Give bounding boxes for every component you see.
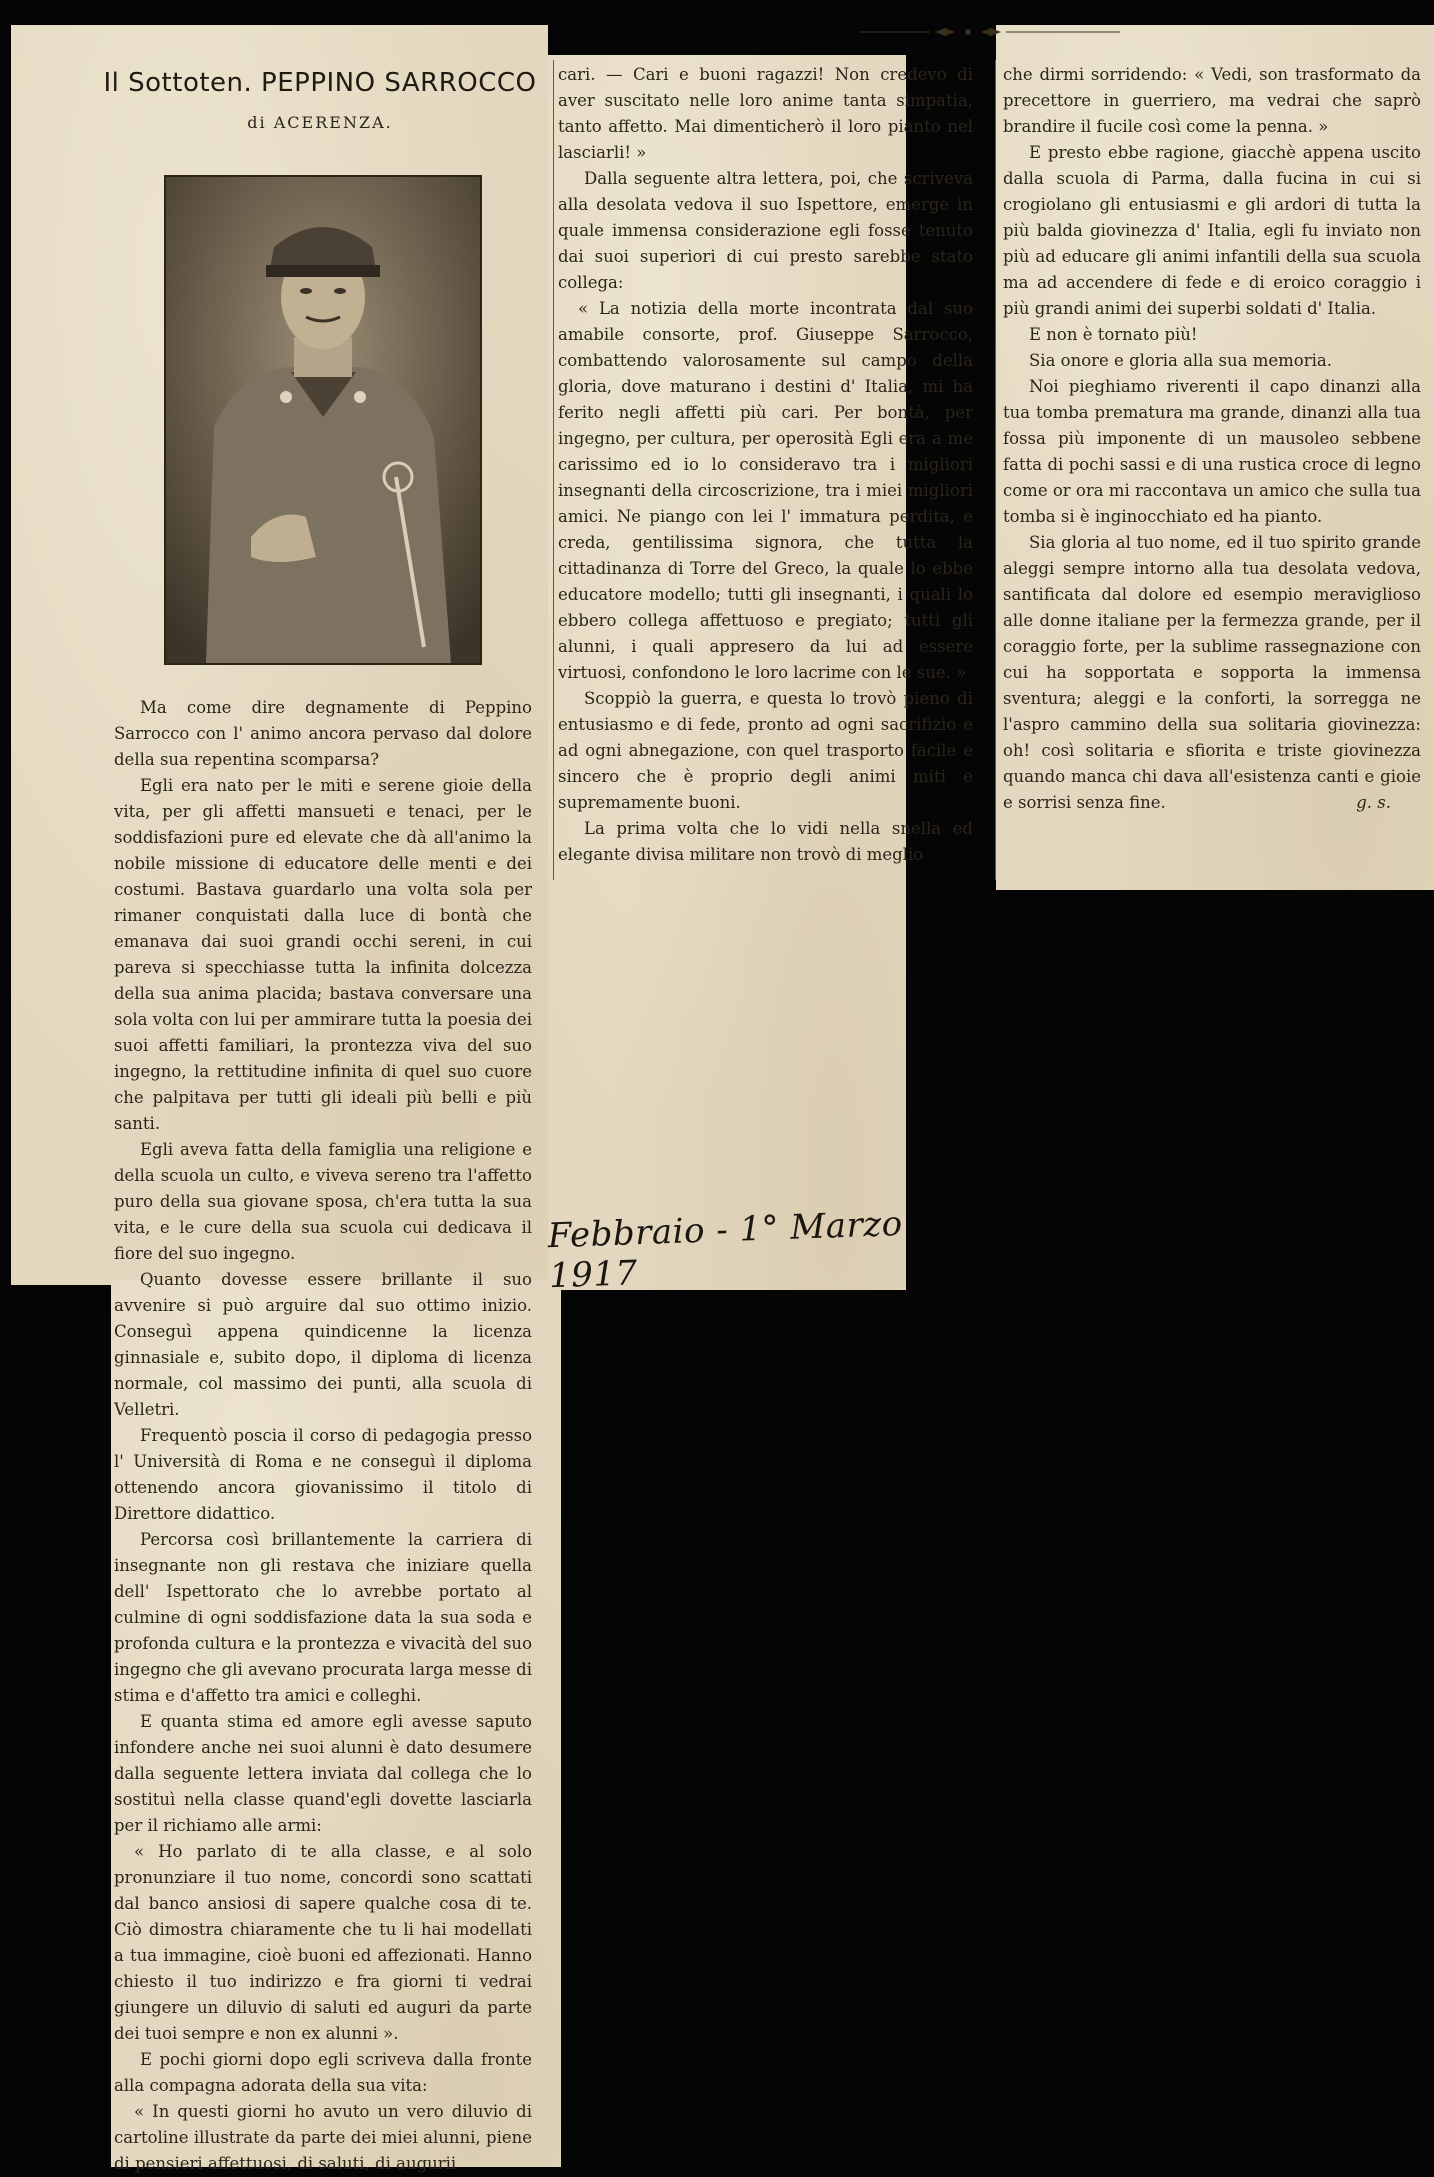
paragraph: Dalla seguente altra lettera, poi, che scriveva alla desolata vedova il suo Ispettore, emerge in quale immensa considerazione egli fosse tenuto dai suoi superiori di cui presto sarebbe stato collega:	[558, 169, 973, 292]
text-column-left	[114, 695, 532, 2177]
portrait-photo	[164, 175, 482, 665]
article-title: Il Sottoten. PEPPINO SARROCCO	[103, 68, 537, 98]
paragraph: Ma come dire degnamente di Peppino Sarrocco con l' animo ancora pervaso dal dolore della sua repentina scomparsa?	[114, 698, 532, 769]
article-subtitle: di ACERENZA.	[247, 113, 393, 132]
column-rule	[995, 60, 996, 880]
handwritten-date: Febbraio - 1° Marzo 1917	[547, 1203, 904, 1297]
paragraph: Noi pieghiamo riverenti il capo dinanzi alla tua tomba prematura ma grande, dinanzi alla tua fossa più imponente di un mausoleo sebbene fatta di pochi sassi e di una rustica croce di legno come or ora mi raccontava un amico che sulla tua tomba si è inginocchiato ed ha pianto.	[1003, 377, 1421, 526]
signature: g. s.	[1356, 793, 1391, 812]
paragraph: La prima volta che lo vidi nella snella ed elegante divisa militare non trovò di meglio	[558, 819, 973, 864]
paragraph: E presto ebbe ragione, giacchè appena uscito dalla scuola di Parma, dalla fucina in cui si crogiolano gli entusiasmi e gli ardori di tutta la più balda giovinezza d' Italia, egli fu inviato non più ad educare gli animi infantili della sua scuola ma ad accendere di fede e di eroico coraggio i più grandi animi dei superbi soldati d' Italia.	[1003, 143, 1421, 318]
soldier-portrait-image	[166, 177, 480, 663]
paragraph: Frequentò poscia il corso di pedagogia presso l' Università di Roma e ne conseguì il diploma ottenendo ancora giovanissimo il titolo di Direttore didattico.	[114, 1426, 532, 1523]
paragraph: cari. — Cari e buoni ragazzi! Non credevo di aver suscitato nelle loro anime tanta simpatia, tanto affetto. Mai dimenticherò il loro pianto nel lasciarli! »	[558, 65, 973, 162]
paragraph: Egli aveva fatta della famiglia una religione e della scuola un culto, e viveva sereno tra l'affetto puro della sua giovane sposa, ch'era tutta la sua vita, e le cure della sua scuola cui dedicava il fiore del suo ingegno.	[114, 1140, 532, 1263]
quote-paragraph: « In questi giorni ho avuto un vero diluvio di cartoline illustrate da parte dei miei alunni, piene di pensieri affettuosi, di saluti, di augurii	[114, 2102, 532, 2173]
paragraph: E pochi giorni dopo egli scriveva dalla fronte alla compagna adorata della sua vita:	[114, 2050, 532, 2095]
paragraph: che dirmi sorridendo: « Vedi, son trasformato da precettore in guerriero, ma vedrai che saprò brandire il fucile così come la penna. »	[1003, 65, 1421, 136]
quote-paragraph: « Ho parlato di te alla classe, e al solo pronunziare il tuo nome, concordi sono scattati dal banco ansiosi di sapere qualche cosa di te. Ciò dimostra chiaramente che tu li hai modellati a tua immagine, cioè buoni ed affezionati. Hanno chiesto il tuo indirizzo e fra giorni ti vedrai giungere un diluvio di saluti ed auguri da parte dei tuoi sempre e non ex alunni ».	[114, 1842, 532, 2043]
paragraph: Percorsa così brillantemente la carriera di insegnante non gli restava che iniziare quella dell' Ispettorato che lo avrebbe portato al culmine di ogni soddisfazione data la sua soda e profonda cultura e la prontezza e vivacità del suo ingegno che gli avevano procurata larga messe di stima e d'affetto tra amici e colleghi.	[114, 1530, 532, 1705]
column-rule	[553, 60, 554, 880]
text-column-right	[1003, 62, 1421, 816]
closing-paragraph: Sia gloria al tuo nome, ed il tuo spirito grande aleggi sempre intorno alla tua desolata vedova, santificata dal dolore ed esempio meraviglioso alle donne italiane per la fermezza grande, per il coraggio forte, per la sublime rassegnazione con cui ha sopportata e sopporta la immensa sventura; aleggi e la conforti, la sorregga ne l'aspro cammino della sua solitaria giovinezza: oh! così solitaria e sfiorita e triste giovinezza quando manca chi dava all'esistenza canti e gioie e sorrisi senza fine.	[1003, 533, 1421, 812]
paragraph: Scoppiò la guerra, e questa lo trovò pieno di entusiasmo e di fede, pronto ad ogni sacrifizio e ad ogni abnegazione, con quel trasporto facile e sincero che è proprio degli animi miti e supremamente buoni.	[558, 689, 973, 812]
paragraph: E quanta stima ed amore egli avesse saputo infondere anche nei suoi alunni è dato desumere dalla seguente lettera inviata dal collega che lo sostituì nella classe quand'egli dovette lasciarla per il richiamo alle armi:	[114, 1712, 532, 1835]
paragraph: Egli era nato per le miti e serene gioie della vita, per gli affetti mansueti e tenaci, per le soddisfazioni pure ed elevate che dà all'animo la nobile missione di educatore delle menti e dei costumi. Bastava guardarlo una volta sola per rimaner conquistati dalla luce di bontà che emanava dai suoi grandi occhi sereni, in cui pareva si specchiasse tutta la infinita dolcezza della sua anima placida; bastava conversare una sola volta con lui per ammirare tutta la poesia dei suoi affetti familiari, la prontezza viva del suo ingegno, la rettitudine infinita di quel suo cuore che palpitava per tutti gli ideali più belli e più santi.	[114, 776, 532, 1133]
quote-paragraph: « La notizia della morte incontrata dal suo amabile consorte, prof. Giuseppe Sarrocco, combattendo valorosamente sul campo della gloria, dove maturano i destini d' Italia, mi ha ferito negli affetti più cari. Per bontà, per ingegno, per cultura, per operosità Egli era a me carissimo ed io lo consideravo tra i migliori insegnanti della circoscrizione, tra i miei migliori amici. Ne piango con lei l' immatura perdita, e creda, gentilissima signora, che tutta la cittadinanza di Torre del Greco, la quale lo ebbe educatore modello; tutti gli insegnanti, i quali lo ebbero collega affettuoso e pregiato; tutti gli alunni, i quali appresero da lui ad essere virtuosi, confondono le loro lacrime con le sue. »	[558, 299, 973, 682]
paragraph: Quanto dovesse essere brillante il suo avvenire si può arguire dal suo ottimo inizio. Conseguì appena quindicenne la licenza ginnasiale e, subito dopo, il diploma di licenza normale, col massimo dei punti, alla scuola di Velletri.	[114, 1270, 532, 1419]
ornament-divider	[860, 22, 1120, 42]
text-column-middle	[558, 62, 973, 868]
paragraph: Sia onore e gloria alla sua memoria.	[1029, 351, 1332, 370]
paragraph	[1003, 530, 1421, 816]
paragraph: E non è tornato più!	[1029, 325, 1198, 344]
